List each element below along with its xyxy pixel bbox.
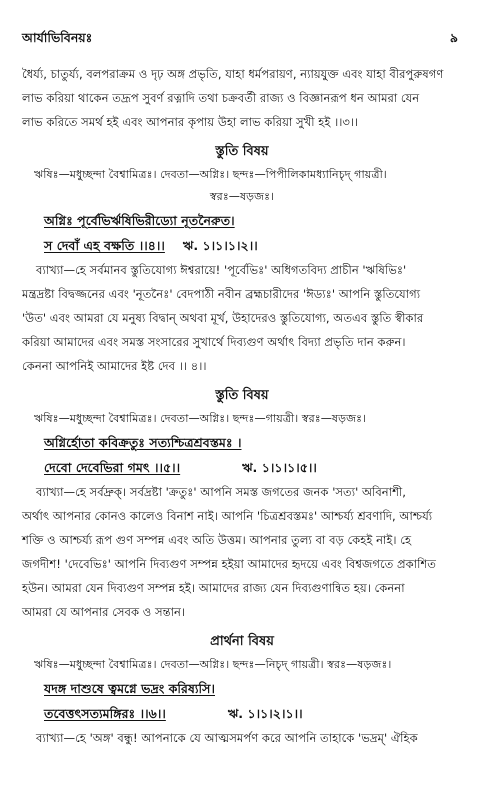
explanation-line: 'উত' এবং আমরা যে মনুষ্য বিদ্বান্ অথবা মূর্খ, উহাদেরও স্তুতিযোগ্য, অতএব স্তুতি স্বীকার — [22, 311, 424, 325]
explanation-line: আমরা যে আপনার সেবক ও সন্তান। — [22, 605, 186, 619]
running-title: আর্যাভিবিনয়ঃ — [22, 30, 93, 45]
mantra-text: স দেবাঁ এহ বক্ষতি ।।৪।। — [44, 238, 165, 253]
rigveda-reference: ঋ. ১।১।১।২।। — [182, 238, 258, 253]
page-body — [22, 62, 462, 750]
rigveda-reference: ঋ. ১।১।১।৫।। — [242, 460, 317, 475]
section-stuti-1 — [22, 140, 462, 378]
explanation-line: ব্যাখ্যা—হে সর্বদ্রুক্। সর্বদ্রষ্টা 'ক্রতুঃ' আপনি সমস্ত জগতের জনক 'সত্য' অবিনাশী, — [36, 485, 406, 499]
section-heading: স্তুতি বিষয় — [215, 144, 269, 159]
section-heading: স্তুতি বিষয় — [215, 388, 269, 403]
explanation-line: অর্থাৎ আপনার কোনও কালেও বিনাশ নাই। আপনি 'চিত্রশ্রবস্তমঃ' আশ্চর্য্য শ্রবণাদি, আশ্চর্য্য — [22, 509, 433, 523]
explanation-line: মন্ত্রদ্রষ্টা বিদ্বজ্জনের এবং 'নূতনৈঃ' বেদপাঠী নবীন ব্রহ্মচারীদের 'ঈড্যঃ' আপনি স্তুতিযোগ্য — [22, 287, 421, 301]
mantra-line — [22, 208, 462, 233]
intro-line: লাভ করিতে সমর্থ হই এবং আপনার কৃপায় উহা লাভ করিয়া সুখী হই ।।৩।। — [22, 115, 359, 129]
rigveda-reference: ঋ. ১।১।২।১।। — [227, 706, 303, 721]
mantra-line — [22, 430, 462, 455]
section-prarthana — [22, 630, 462, 750]
explanation-line: ব্যাখ্যা—হে 'অঙ্গ' বন্ধু! আপনাকে যে আত্মসমর্পণ করে আপনি তাহাকে 'ভদ্রম্' ঐহিক — [36, 731, 418, 745]
mantra-metadata: ঋষিঃ—মধুচ্ছন্দা বৈশ্বামিত্রঃ। দেবতা—অগ্নিঃ। ছন্দঃ—পিপীলিকামধ্যানিচৃদ্ গায়ত্রী। — [34, 168, 387, 181]
mantra-metadata: ঋষিঃ—মধুচ্ছন্দা বৈশ্বামিত্রঃ। দেবতা—অগ্নিঃ। ছন্দঃ—গায়ত্রী। স্বরঃ—ষড়জঃ। — [34, 412, 367, 425]
mantra-line — [22, 455, 462, 480]
explanation-line: হউন। আমরা যেন দিব্যগুণ সম্পন্ন হই। আমাদের রাজ্য যেন দিব্যগুণান্বিত হয়। কেননা — [22, 581, 405, 595]
section-stuti-2 — [22, 384, 462, 624]
page-header — [22, 30, 458, 50]
mantra-text: দেবো দেবেভিরা গমৎ ।।৫।। — [44, 460, 181, 475]
intro-line: লাভ করিয়া থাকেন তদ্রূপ সুবর্ণ রত্নাদি তথা চক্রবর্তী রাজ্য ও বিজ্ঞানরূপ ধন আমরা যেন — [22, 91, 420, 105]
mantra-line — [22, 701, 462, 726]
mantra-text: অগ্নিঃ পূর্বেভির্ঋষিভিরীড্যো নূতনৈরুত। — [44, 213, 235, 228]
mantra-text: তবেত্তৎসত্যমঙ্গিরঃ ।।৬।। — [44, 706, 166, 721]
mantra-text: যদঙ্গ দাশুষে ত্বমগ্নে ভদ্রং করিষ্যসি। — [44, 681, 215, 696]
mantra-text: অগ্নির্হোতা কবিক্রতুঃ সত্যশ্চিত্রশ্রবস্তমঃ । — [44, 435, 242, 450]
explanation-line: কেননা আপনিই আমাদের ইষ্ট দেব ।। ৪।। — [22, 359, 207, 373]
explanation-line: শক্তি ও আশ্চর্য্য রূপ গুণ সম্পন্ন এবং অতি উত্তম। আপনার তুল্য বা বড় কেহই নাই। হে — [22, 533, 412, 547]
mantra-metadata-svara: স্বরঃ—ষড়জঃ। — [209, 190, 275, 203]
mantra-line — [22, 676, 462, 701]
intro-line: ধৈর্য্য, চাতুর্য্য, বলপরাক্রম ও দৃঢ় অঙ্গ প্রভৃতি, যাহা ধর্মপরায়ণ, ন্যায়যুক্ত এবং যাহা বীরপুরুষগণ — [22, 67, 444, 81]
section-heading: প্রার্থনা বিষয় — [210, 634, 274, 649]
explanation-line: করিয়া আমাদের এবং সমস্ত সংসারের সুখার্থে দিব্যগুণ অর্থাৎ বিদ্যা প্রভৃতি দান করুন। — [22, 335, 406, 349]
explanation-line: ব্যাখ্যা—হে সর্বমানব স্তুতিযোগ্য ঈশ্বরায়ে! 'পূর্বেভিঃ' অধিগতবিদ্য প্রাচীন 'ঋষিভিঃ' — [36, 263, 407, 277]
explanation-line: জগদীশ! 'দেবেভিঃ' আপনি দিব্যগুণ সম্পন্ন হইয়া আমাদের হৃদয়ে এবং বিশ্বজগতে প্রকাশিত — [22, 557, 437, 571]
page-number: ৯ — [449, 30, 458, 45]
mantra-metadata: ঋষিঃ—মধুচ্ছন্দা বৈশ্বামিত্রঃ। দেবতা—অগ্নিঃ। ছন্দঃ—নিচৃদ্ গায়ত্রী। স্বরঃ—ষড়জঃ। — [34, 658, 392, 671]
mantra-line — [22, 233, 462, 258]
